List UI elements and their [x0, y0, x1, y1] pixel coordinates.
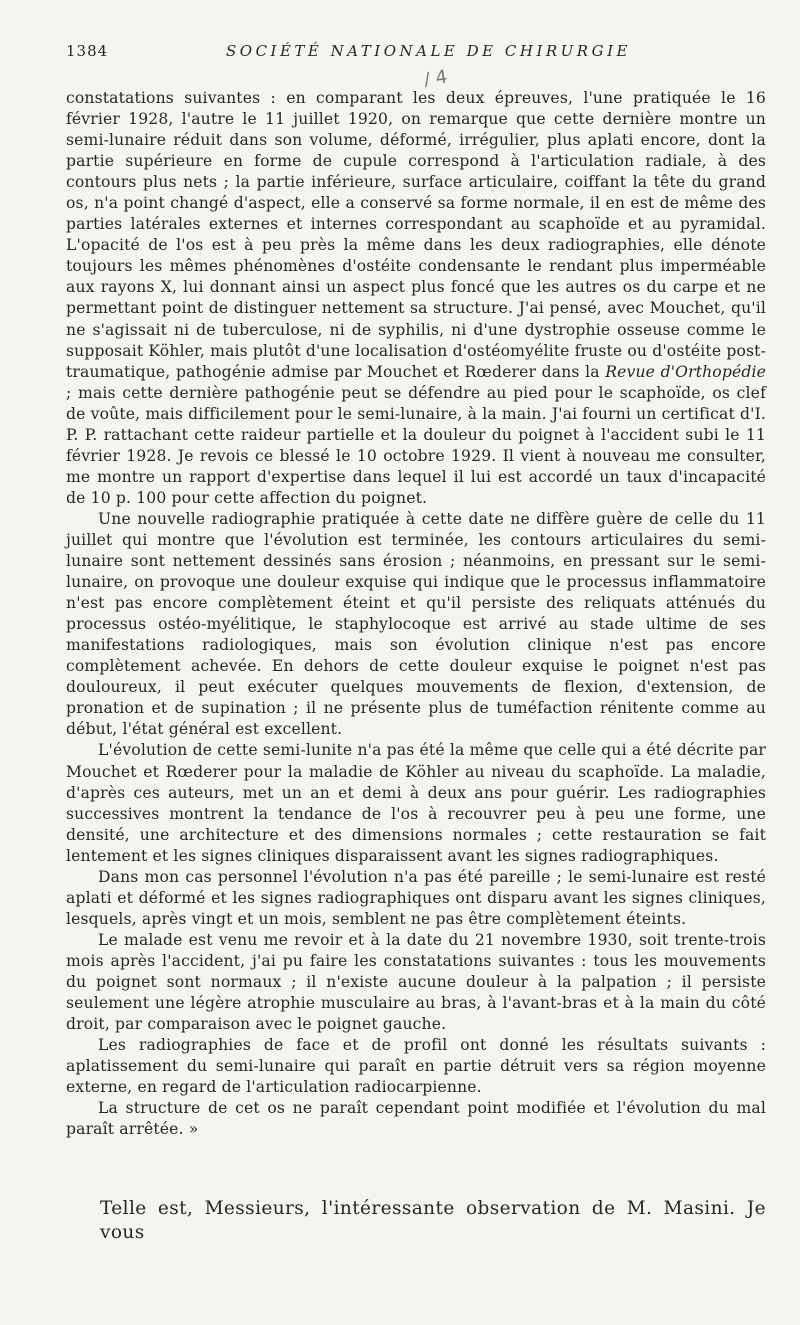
page-header	[66, 42, 766, 64]
paragraph: Les radiographies de face et de profil ont donné les résultats suivants : aplatissement du semi-lunaire qui paraît en partie détruit vers sa région moyenne externe, en regard de l'articulation radiocarpienne.	[66, 1036, 766, 1097]
paragraph: Dans mon cas personnel l'évolution n'a pas été pareille ; le semi-lunaire est resté aplati et déformé et les signes radiographiques ont disparu avant les signes cliniques, lesquels, après vingt et un mois, semblent ne pas être complètement éteints.	[66, 867, 766, 928]
article-body	[66, 88, 766, 1140]
paragraph: Le malade est venu me revoir et à la date du 21 novembre 1930, soit trente-trois mois après l'accident, j'ai pu faire les constatations suivantes : tous les mouvements du poignet sont normaux ; il n'existe aucune douleur à la palpation ; il persiste seulement une légère atrophie musculaire au bras, à l'avant-bras et à la main du côté droit, par comparaison avec le poignet gauche.	[66, 930, 766, 1034]
paragraph: La structure de cet os ne paraît cependant point modifiée et l'évolution du mal paraît arrêtée. »	[66, 1099, 766, 1139]
pencil-annotation: / 4	[422, 66, 449, 91]
running-head: SOCIÉTÉ NATIONALE DE CHIRURGIE	[226, 42, 631, 60]
paragraph: Une nouvelle radiographie pratiquée à cette date ne diffère guère de celle du 11 juillet qui montre que l'évolution est terminée, les contours articulaires du semi-lunaire sont nettement dessinés sans érosion ; néanmoins, en pressant sur le semi-lunaire, on provoque une douleur exquise qui indique que le processus inflammatoire n'est pas encore complètement éteint et qu'il persiste des reliquats atténués du processus ostéo-myélitique, le staphylocoque est arrivé au stade ultime de ses manifestations radiologiques, mais son évolution clinique n'est pas encore complètement achevée. En dehors de cette douleur exquise le poignet n'est pas douloureux, il peut exécuter quelques mouvements de flexion, d'extension, de pronation et de supination ; il ne présente plus de tuméfaction rénitente comme au début, l'état général est excellent.	[66, 509, 766, 739]
closing-line: Telle est, Messieurs, l'intéressante observation de M. Masini. Je vous	[100, 1198, 766, 1243]
paragraph: L'évolution de cette semi-lunite n'a pas été la même que celle qui a été décrite par Mouchet et Rœderer pour la maladie de Köhler au niveau du scaphoïde. La maladie, d'après ces auteurs, met un an et demi à deux ans pour guérir. Les radiographies successives montrent la tendance de l'os à recouvrer peu à peu une forme, une densité, une architecture et des dimensions normales ; cette restauration se fait lentement et les signes cliniques disparaissent avant les signes radiographiques.	[66, 741, 766, 865]
journal-title: Revue d'Orthopédie	[605, 362, 766, 381]
paragraph: constatations suivantes : en comparant les deux épreuves, l'une pratiquée le 16 février 1928, l'autre le 11 juillet 1920, on remarque que cette dernière montre un semi-lunaire réduit dans son volume, déformé, irrégulier, plus aplati encore, dont la partie supérieure en forme de cupule correspond à l'articulation radiale, à des contours plus nets ; la partie inférieure, surface articulaire, coiffant la tête du grand os, n'a point changé d'aspect, elle a conservé sa forme normale, il en est de même des parties latérales externes et internes correspondant au scaphoïde et au pyramidal. L'opacité de l'os est à peu près la même dans les deux radiographies, elle dénote toujours les mêmes phénomènes d'ostéite condensante le rendant plus imperméable aux rayons X, lui donnant ainsi un aspect plus foncé que les autres os du carpe et ne permettant point de distinguer nettement sa structure. J'ai pensé, avec Mouchet, qu'il ne s'agissait ni de tuberculose, ni de syphilis, ni d'une dystrophie osseuse comme le supposait Köhler, mais plutôt d'une localisation d'ostéomyélite fruste ou d'ostéite post-traumatique, pathogénie admise par Mouchet et Rœderer dans la Revue d'Orthopédie ; mais cette dernière pathogénie peut se défendre au pied pour le scaphoïde, os clef de voûte, mais difficilement pour le semi-lunaire, à la main. J'ai fourni un certificat d'I. P. P. rattachant cette raideur partielle et la douleur du poignet à l'accident subi le 11 février 1928. Je revois ce blessé le 10 octobre 1929. Il vient à nouveau me consulter, me montre un rapport d'expertise dans lequel il lui est accordé un taux d'incapacité de 10 p. 100 pour cette affection du poignet.	[66, 89, 766, 507]
page-number: 1384	[66, 42, 109, 60]
